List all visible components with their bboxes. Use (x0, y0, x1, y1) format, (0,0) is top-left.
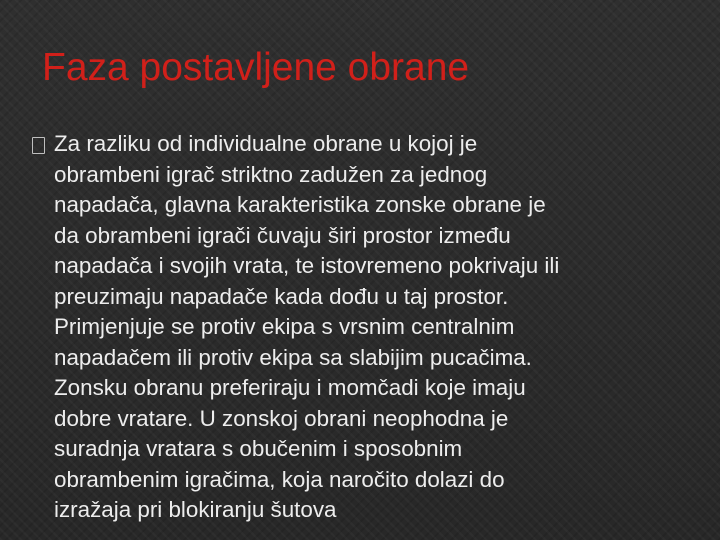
bullet-square-icon (32, 137, 45, 154)
bullet-line: Primjenjuje se protiv ekipa s vrsnim centralnim (54, 314, 515, 339)
bullet-line: izražaja pri blokiranju šutova (54, 497, 337, 522)
bullet-line: da obrambeni igrači čuvaju širi prostor između (54, 222, 511, 248)
slide-title: Faza postavljene obrane (42, 46, 470, 89)
bullet-line: obrambeni igrač striktno zadužen za jednog (54, 161, 488, 187)
bullet-line: napadača, glavna karakteristika zonske obrane je (54, 192, 546, 217)
bullet-line: dobre vratare. U zonskoj obrani neophodna je (54, 405, 509, 431)
bullet-line: obrambenim igračima, koja naročito dolazi do (54, 466, 505, 492)
bullet-line: preuzimaju napadače kada dođu u taj prostor. (54, 283, 509, 309)
bullet-line: Za razliku od individualne obrane u kojoj je (54, 131, 478, 156)
bullet-line: Zonsku obranu preferiraju i momčadi koje imaju (54, 375, 526, 400)
bullet-paragraph (54, 129, 704, 526)
bullet-line: suradnja vratara s obučenim i sposobnim (54, 436, 463, 461)
bullet-line: napadačem ili protiv ekipa sa slabijim pucačima. (54, 344, 532, 370)
bullet-line: napadača i svojih vrata, te istovremeno pokrivaju ili (54, 253, 560, 278)
